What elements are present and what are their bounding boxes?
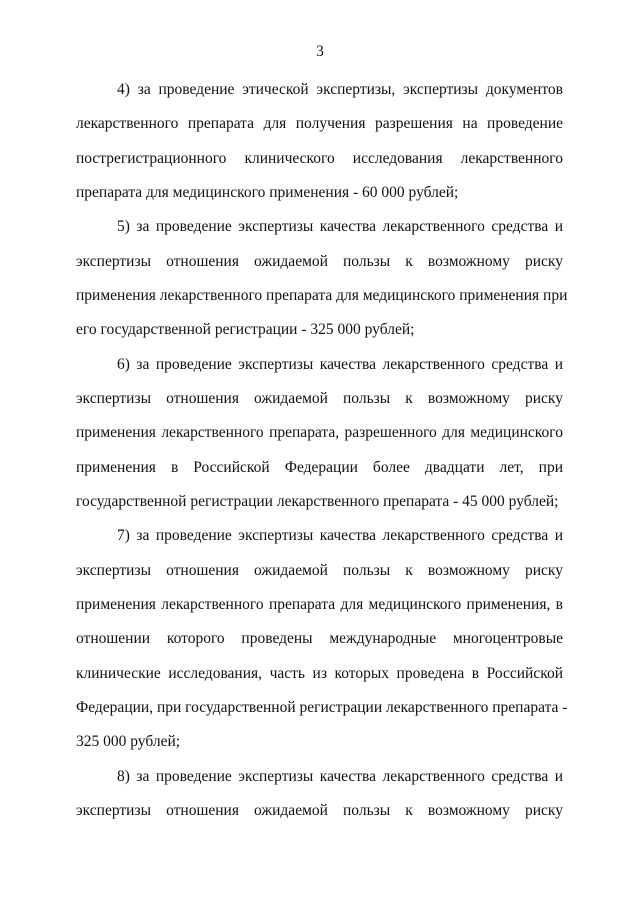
- paragraph-8-line-2: экспертизы отношения ожидаемой пользы к возможному риску: [76, 802, 563, 819]
- paragraph-7-line-7: 325 000 рублей;: [76, 733, 181, 750]
- paragraph-6-line-5: государственной регистрации лекарственного препарата - 45 000 рублей;: [76, 493, 559, 510]
- paragraph-5-line-4: его государственной регистрации - 325 000 рублей;: [76, 321, 415, 338]
- paragraph-6-line-3: применения лекарственного препарата, разрешенного для медицинского: [76, 424, 563, 441]
- paragraph-6-line-2: экспертизы отношения ожидаемой пользы к возможному риску: [76, 390, 563, 407]
- paragraph-7-line-6: Федерации, при государственной регистрации лекарственного препарата -: [76, 699, 568, 716]
- paragraph-4-line-2: лекарственного препарата для получения разрешения на проведение: [76, 115, 563, 132]
- paragraph-7-line-5: клинические исследования, часть из которых проведена в Российской: [76, 665, 563, 682]
- paragraph-6-line-4: применения в Российской Федерации более двадцати лет, при: [76, 459, 563, 476]
- paragraph-5-line-3: применения лекарственного препарата для медицинского применения при: [76, 287, 568, 304]
- paragraph-5-line-2: экспертизы отношения ожидаемой пользы к возможному риску: [76, 253, 563, 270]
- paragraph-4-line-3: пострегистрационного клинического исследования лекарственного: [76, 150, 563, 167]
- paragraph-6-line-1: 6) за проведение экспертизы качества лекарственного средства и: [117, 356, 563, 373]
- paragraph-8-line-1: 8) за проведение экспертизы качества лекарственного средства и: [117, 768, 563, 785]
- page-number: 3: [316, 43, 324, 60]
- paragraph-7-line-1: 7) за проведение экспертизы качества лекарственного средства и: [117, 527, 563, 544]
- paragraph-4-line-1: 4) за проведение этической экспертизы, экспертизы документов: [117, 81, 563, 98]
- paragraph-4-line-4: препарата для медицинского применения - 60 000 рублей;: [76, 184, 459, 201]
- paragraph-7-line-2: экспертизы отношения ожидаемой пользы к возможному риску: [76, 562, 563, 579]
- paragraph-7-line-3: применения лекарственного препарата для медицинского применения, в: [76, 596, 563, 613]
- paragraph-7-line-4: отношении которого проведены международные многоцентровые: [76, 630, 563, 647]
- paragraph-5-line-1: 5) за проведение экспертизы качества лекарственного средства и: [117, 218, 563, 235]
